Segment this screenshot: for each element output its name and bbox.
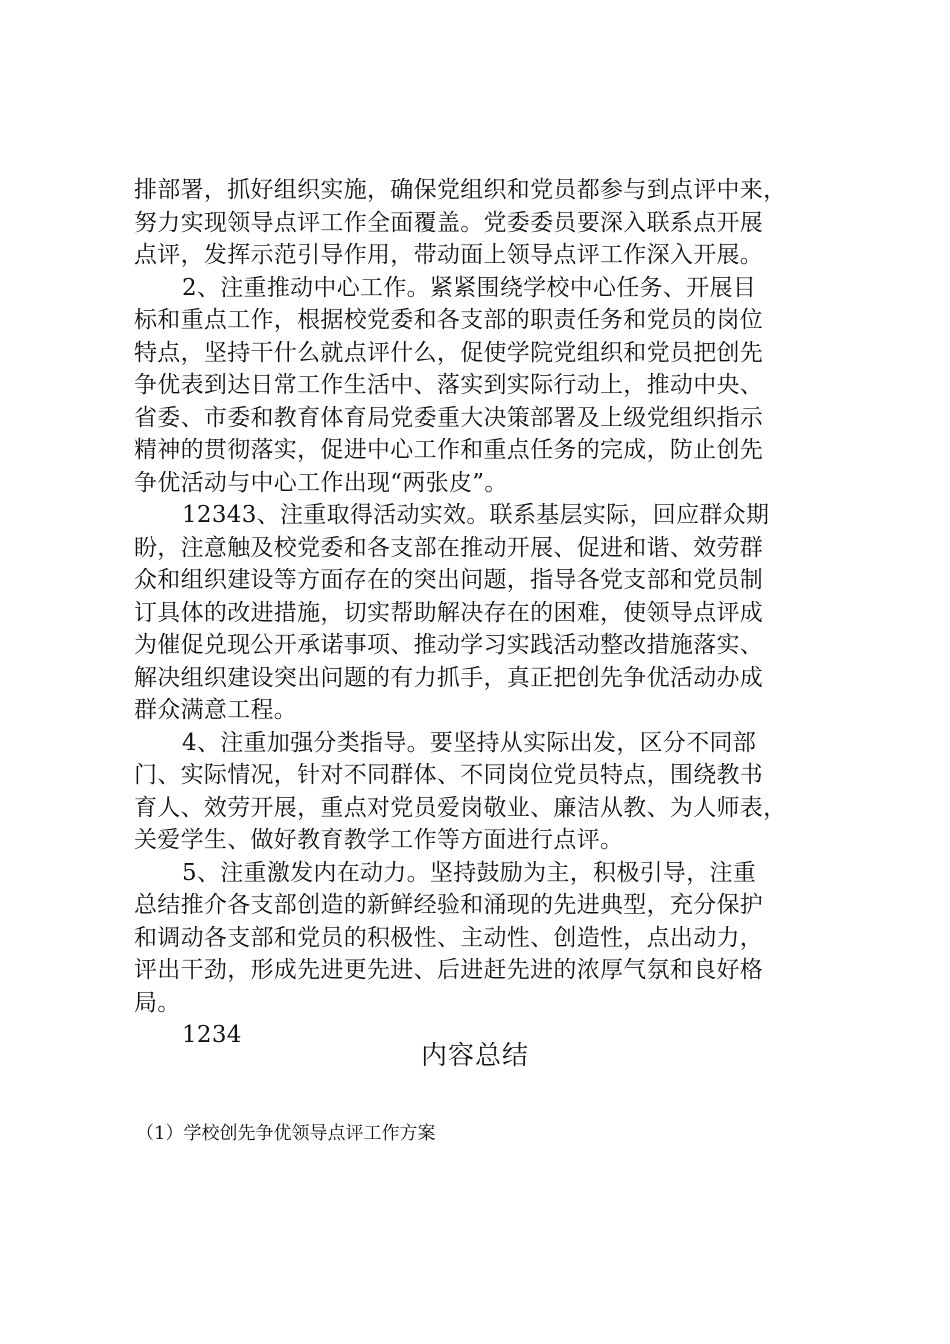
text-line: 特点，坚持干什么就点评什么，促使学院党组织和党员把创先 bbox=[134, 339, 764, 366]
text-line: 群众满意工程。 bbox=[134, 697, 298, 723]
text-line: 总结推介各支部创造的新鲜经验和涌现的先进典型，充分保护 bbox=[134, 892, 764, 918]
text-line: 解决组织建设突出问题的有力抓手，真正把创先争优活动办成 bbox=[134, 664, 764, 691]
closing-number: 1234 bbox=[182, 1022, 242, 1048]
text-line: 盼，注意触及校党委和各支部在推动开展、促进和谐、效劳群 bbox=[134, 534, 764, 561]
text-line: 关爱学生、做好教育教学工作等方面进行点评。 bbox=[134, 827, 624, 853]
document-body bbox=[134, 174, 834, 1052]
text-line: 局。 bbox=[134, 989, 181, 1016]
summary-title: 内容总结 bbox=[420, 1041, 529, 1071]
text-line: 订具体的改进措施，切实帮助解决存在的困难，使领导点评成 bbox=[134, 599, 764, 626]
text-line: 努力实现领导点评工作全面覆盖。党委委员要深入联系点开展 bbox=[134, 209, 764, 236]
paragraph-5-start: 5、注重激发内在动力。坚持鼓励为主，积极引导，注重 bbox=[182, 859, 757, 886]
paragraph-4-start: 4、注重加强分类指导。要坚持从实际出发，区分不同部 bbox=[182, 729, 757, 756]
text-line: 标和重点工作，根据校党委和各支部的职责任务和党员的岗位 bbox=[134, 307, 764, 333]
text-line: 门、实际情况，针对不同群体、不同岗位党员特点，围绕教书 bbox=[134, 762, 764, 788]
text-line: 评出干劲，形成先进更先进、后进赶先进的浓厚气氛和良好格 bbox=[134, 957, 764, 983]
text-line: 排部署，抓好组织实施，确保党组织和党员都参与到点评中来， bbox=[134, 177, 787, 203]
text-line: 和调动各支部和党员的积极性、主动性、创造性，点出动力， bbox=[134, 924, 764, 951]
text-line: 省委、市委和教育体育局党委重大决策部署及上级党组织指示 bbox=[134, 404, 764, 431]
text-line: 育人、效劳开展，重点对党员爱岗敬业、廉洁从教、为人师表， bbox=[134, 794, 787, 821]
text-line: 众和组织建设等方面存在的突出问题，指导各党支部和党员制 bbox=[134, 567, 764, 593]
summary-item: （1）学校创先争优领导点评工作方案 bbox=[136, 1123, 436, 1144]
text-line: 争优活动与中心工作出现“两张皮”。 bbox=[134, 469, 508, 496]
paragraph-3-start: 12343、注重取得活动实效。联系基层实际，回应群众期 bbox=[182, 502, 770, 528]
paragraph-2-start: 2、注重推动中心工作。紧紧围绕学校中心任务、开展目 bbox=[182, 274, 757, 301]
text-line: 争优表到达日常工作生活中、落实到实际行动上，推动中央、 bbox=[134, 372, 764, 398]
text-line: 为催促兑现公开承诺事项、推动学习实践活动整改措施落实、 bbox=[134, 632, 764, 658]
text-line: 点评，发挥示范引导作用，带动面上领导点评工作深入开展。 bbox=[134, 242, 764, 268]
text-line: 精神的贯彻落实，促进中心工作和重点任务的完成，防止创先 bbox=[134, 437, 764, 463]
